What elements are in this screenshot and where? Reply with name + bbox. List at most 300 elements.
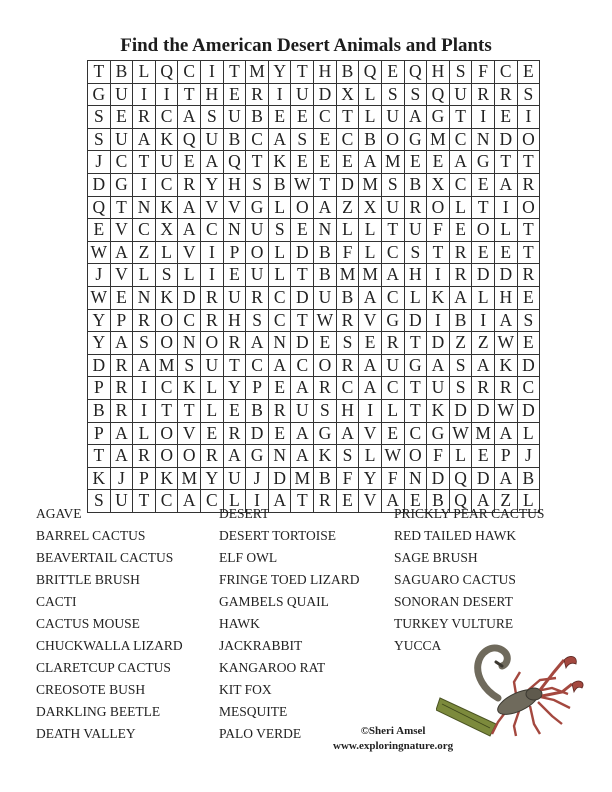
scorpion-illustration (436, 636, 586, 741)
word-column-3 (394, 503, 544, 657)
grid-cell: N (404, 467, 427, 490)
word-list-item: CHUCKWALLA LIZARD (36, 638, 183, 653)
grid-cell: L (494, 219, 517, 242)
grid-cell: C (517, 377, 540, 400)
grid-cell: E (314, 151, 337, 174)
grid-cell: D (517, 399, 540, 422)
grid-cell: R (494, 377, 517, 400)
grid-cell: T (223, 61, 246, 84)
grid-cell: L (223, 490, 246, 513)
grid-cell: O (517, 196, 540, 219)
grid-cell: Q (427, 83, 450, 106)
grid-row (88, 241, 540, 264)
grid-cell: H (494, 286, 517, 309)
word-list-item: DEATH VALLEY (36, 726, 136, 741)
grid-cell: G (88, 83, 111, 106)
grid-cell: M (427, 128, 450, 151)
grid-cell: V (359, 422, 382, 445)
grid-cell: C (291, 354, 314, 377)
grid-cell: I (133, 173, 156, 196)
grid-cell: D (472, 264, 495, 287)
grid-cell: H (314, 61, 337, 84)
grid-cell: S (381, 173, 404, 196)
grid-cell: E (314, 128, 337, 151)
grid-cell: K (155, 196, 178, 219)
grid-cell: V (359, 490, 382, 513)
grid-row (88, 219, 540, 242)
grid-cell: J (517, 445, 540, 468)
grid-cell: B (88, 399, 111, 422)
grid-cell: A (268, 128, 291, 151)
grid-cell: M (336, 264, 359, 287)
grid-cell: L (155, 241, 178, 264)
author-credit: ©Sheri Amsel (360, 725, 426, 737)
grid-cell: R (201, 286, 224, 309)
grid-cell: S (88, 106, 111, 129)
grid-cell: D (472, 399, 495, 422)
grid-cell: W (381, 445, 404, 468)
grid-cell: O (404, 445, 427, 468)
grid-cell: L (517, 490, 540, 513)
grid-cell: C (155, 173, 178, 196)
grid-cell: W (314, 309, 337, 332)
grid-cell: C (246, 354, 269, 377)
grid-cell: I (201, 264, 224, 287)
word-list-item: KIT FOX (219, 682, 272, 697)
grid-cell: A (494, 467, 517, 490)
grid-cell: B (336, 286, 359, 309)
grid-cell: A (494, 173, 517, 196)
grid-cell: E (201, 422, 224, 445)
grid-cell: R (472, 377, 495, 400)
grid-cell: Q (449, 467, 472, 490)
grid-cell: A (359, 151, 382, 174)
grid-cell: S (517, 83, 540, 106)
grid-cell: A (178, 106, 201, 129)
grid-cell: O (246, 241, 269, 264)
grid-cell: Y (268, 61, 291, 84)
grid-cell: E (494, 106, 517, 129)
grid-cell: X (427, 173, 450, 196)
grid-row (88, 309, 540, 332)
grid-cell: A (110, 241, 133, 264)
word-list-item: SAGUARO CACTUS (394, 572, 516, 587)
grid-cell: V (359, 309, 382, 332)
grid-cell: E (517, 61, 540, 84)
grid-cell: T (155, 399, 178, 422)
grid-cell: E (268, 377, 291, 400)
grid-cell: R (336, 309, 359, 332)
grid-cell: B (449, 309, 472, 332)
grid-cell: T (246, 151, 269, 174)
scorpion-tail (478, 648, 508, 698)
grid-cell: S (517, 309, 540, 332)
grid-cell: D (178, 286, 201, 309)
grid-cell: R (449, 264, 472, 287)
grid-cell: A (336, 422, 359, 445)
word-search-grid (87, 60, 540, 513)
grid-cell: S (291, 128, 314, 151)
grid-cell: C (155, 377, 178, 400)
grid-cell: D (88, 173, 111, 196)
grid-cell: I (472, 106, 495, 129)
word-list-item: FRINGE TOED LIZARD (219, 572, 360, 587)
grid-cell: R (404, 196, 427, 219)
grid-cell: Q (359, 61, 382, 84)
grid-cell: T (381, 219, 404, 242)
grid-cell: V (110, 264, 133, 287)
grid-cell: D (314, 83, 337, 106)
grid-cell: S (381, 83, 404, 106)
credit (333, 724, 453, 754)
grid-cell: C (268, 309, 291, 332)
grid-cell: C (336, 128, 359, 151)
grid-cell: Y (359, 467, 382, 490)
grid-cell: E (223, 264, 246, 287)
grid-cell: N (133, 196, 156, 219)
grid-cell: E (110, 286, 133, 309)
grid-cell: W (449, 422, 472, 445)
grid-cell: L (359, 106, 382, 129)
word-list-item: DESERT TORTOISE (219, 528, 337, 543)
grid-cell: D (291, 286, 314, 309)
grid-cell: U (110, 128, 133, 151)
grid-cell: B (314, 467, 337, 490)
grid-cell: M (155, 354, 178, 377)
grid-cell: D (291, 332, 314, 355)
grid-cell: C (381, 286, 404, 309)
grid-cell: O (472, 219, 495, 242)
grid-cell: S (201, 106, 224, 129)
grid-cell: Y (201, 173, 224, 196)
grid-cell: A (110, 332, 133, 355)
grid-cell: M (178, 467, 201, 490)
grid-cell: P (133, 467, 156, 490)
grid-cell: L (201, 399, 224, 422)
grid-cell: Q (404, 61, 427, 84)
grid-cell: B (404, 173, 427, 196)
scorpion-claw (540, 660, 564, 690)
word-list-item: BRITTLE BRUSH (36, 572, 140, 587)
grid-row (88, 422, 540, 445)
grid-cell: R (449, 241, 472, 264)
grid-cell: U (246, 264, 269, 287)
grid-cell: E (381, 422, 404, 445)
grid-cell: U (246, 219, 269, 242)
grid-cell: E (472, 173, 495, 196)
grid-cell: L (133, 61, 156, 84)
grid-row (88, 196, 540, 219)
grid-cell: R (314, 490, 337, 513)
grid-cell: O (314, 354, 337, 377)
grid-cell: F (336, 467, 359, 490)
grid-cell: C (336, 377, 359, 400)
grid-cell: D (494, 128, 517, 151)
grid-cell: T (517, 219, 540, 242)
grid-cell: B (223, 128, 246, 151)
grid-cell: M (359, 173, 382, 196)
grid-cell: H (223, 309, 246, 332)
grid-cell: A (268, 354, 291, 377)
grid-row (88, 61, 540, 84)
grid-cell: A (110, 422, 133, 445)
grid-cell: J (246, 467, 269, 490)
grid-cell: R (110, 354, 133, 377)
word-list-item: CACTI (36, 594, 77, 609)
grid-cell: S (449, 354, 472, 377)
grid-cell: L (359, 241, 382, 264)
grid-cell: X (359, 196, 382, 219)
grid-cell: R (268, 399, 291, 422)
grid-cell: U (110, 83, 133, 106)
grid-cell: R (381, 332, 404, 355)
grid-cell: C (155, 490, 178, 513)
grid-cell: E (88, 219, 111, 242)
grid-cell: E (336, 490, 359, 513)
grid-cell: D (268, 467, 291, 490)
word-list-item: AGAVE (36, 506, 82, 521)
grid-cell: R (201, 445, 224, 468)
grid-cell: G (427, 106, 450, 129)
grid-cell: G (427, 422, 450, 445)
grid-cell: R (223, 422, 246, 445)
grid-cell: I (359, 399, 382, 422)
grid-cell: K (268, 151, 291, 174)
grid-cell: W (291, 173, 314, 196)
word-list-item: RED TAILED HAWK (394, 528, 517, 543)
grid-cell: V (178, 422, 201, 445)
grid-cell: E (472, 241, 495, 264)
grid-cell: K (178, 377, 201, 400)
grid-cell: U (201, 128, 224, 151)
word-list-item: ELF OWL (219, 550, 278, 565)
grid-cell: G (110, 173, 133, 196)
grid-cell: N (133, 286, 156, 309)
word-list-item: CACTUS MOUSE (36, 616, 140, 631)
grid-cell: B (314, 264, 337, 287)
grid-cell: B (314, 241, 337, 264)
grid-cell: R (178, 173, 201, 196)
grid-cell: R (110, 377, 133, 400)
grid-cell: A (223, 445, 246, 468)
grid-cell: T (88, 445, 111, 468)
grid-cell: T (133, 490, 156, 513)
grid-cell: O (381, 128, 404, 151)
grid-cell: U (291, 399, 314, 422)
grid-cell: N (472, 128, 495, 151)
grid-cell: U (381, 196, 404, 219)
grid-cell: Y (201, 467, 224, 490)
grid-cell: E (359, 332, 382, 355)
grid-cell: S (178, 354, 201, 377)
grid-row (88, 128, 540, 151)
grid-cell: S (133, 332, 156, 355)
grid-cell: T (291, 264, 314, 287)
grid-cell: C (494, 61, 517, 84)
grid-row (88, 445, 540, 468)
grid-cell: K (155, 467, 178, 490)
grid-cell: A (359, 286, 382, 309)
grid-cell: E (517, 332, 540, 355)
grid-cell: L (133, 264, 156, 287)
grid-cell: V (223, 196, 246, 219)
grid-cell: T (223, 354, 246, 377)
grid-cell: W (88, 241, 111, 264)
grid-cell: U (381, 354, 404, 377)
grid-cell: G (246, 445, 269, 468)
word-list-item: BARREL CACTUS (36, 528, 146, 543)
grid-cell: Z (472, 332, 495, 355)
grid-cell: I (268, 83, 291, 106)
grid-cell: M (291, 467, 314, 490)
grid-cell: E (110, 106, 133, 129)
grid-cell: T (449, 106, 472, 129)
grid-cell: T (291, 490, 314, 513)
grid-cell: N (178, 332, 201, 355)
grid-row (88, 151, 540, 174)
word-list-item: PRICKLY PEAR CACTUS (394, 506, 545, 521)
word-list-item: KANGAROO RAT (219, 660, 326, 675)
grid-cell: F (381, 467, 404, 490)
grid-cell: A (381, 264, 404, 287)
grid-cell: C (314, 106, 337, 129)
grid-cell: B (246, 106, 269, 129)
grid-cell: E (336, 151, 359, 174)
grid-cell: C (381, 241, 404, 264)
grid-cell: D (404, 309, 427, 332)
grid-cell: E (404, 490, 427, 513)
grid-row (88, 377, 540, 400)
grid-cell: Z (133, 241, 156, 264)
grid-cell: I (133, 377, 156, 400)
grid-cell: T (291, 61, 314, 84)
grid-cell: Z (336, 196, 359, 219)
grid-cell: O (155, 422, 178, 445)
grid-cell: R (517, 264, 540, 287)
grid-cell: A (472, 490, 495, 513)
grid-cell: C (449, 128, 472, 151)
grid-cell: E (223, 83, 246, 106)
grid-cell: I (201, 241, 224, 264)
grid-cell: L (404, 286, 427, 309)
grid-row (88, 467, 540, 490)
grid-cell: Q (223, 151, 246, 174)
grid-cell: R (110, 399, 133, 422)
grid-row (88, 332, 540, 355)
word-list-item: JACKRABBIT (219, 638, 303, 653)
grid-cell: C (178, 61, 201, 84)
grid-cell: R (494, 83, 517, 106)
grid-cell: U (404, 219, 427, 242)
grid-cell: L (359, 445, 382, 468)
grid-cell: R (246, 286, 269, 309)
grid-cell: R (336, 354, 359, 377)
grid-cell: E (291, 106, 314, 129)
grid-cell: A (404, 106, 427, 129)
grid-cell: A (494, 309, 517, 332)
grid-cell: H (404, 264, 427, 287)
grid-cell: X (336, 83, 359, 106)
grid-cell: U (314, 286, 337, 309)
grid-cell: P (494, 445, 517, 468)
grid-cell: B (359, 128, 382, 151)
grid-cell: S (449, 61, 472, 84)
grid-cell: A (314, 196, 337, 219)
grid-cell: A (494, 422, 517, 445)
grid-cell: D (494, 264, 517, 287)
grid-cell: K (427, 399, 450, 422)
grid-cell: C (246, 128, 269, 151)
grid-cell: A (178, 219, 201, 242)
grid-cell: I (427, 309, 450, 332)
grid-cell: E (314, 332, 337, 355)
word-list-item: SONORAN DESERT (394, 594, 513, 609)
grid-cell: U (201, 354, 224, 377)
grid-cell: O (155, 309, 178, 332)
grid-row (88, 399, 540, 422)
grid-cell: T (517, 241, 540, 264)
grid-cell: L (381, 399, 404, 422)
grid-cell: T (494, 151, 517, 174)
grid-cell: S (404, 83, 427, 106)
grid-cell: I (517, 106, 540, 129)
grid-cell: V (110, 219, 133, 242)
grid-cell: R (314, 377, 337, 400)
grid-cell: E (404, 151, 427, 174)
grid-cell: U (223, 286, 246, 309)
grid-cell: S (155, 264, 178, 287)
grid-cell: D (427, 467, 450, 490)
grid-cell: U (427, 377, 450, 400)
grid-cell: I (494, 196, 517, 219)
word-list-item: YUCCA (394, 638, 442, 653)
grid-cell: L (517, 422, 540, 445)
word-list-item: CREOSOTE BUSH (36, 682, 146, 697)
grid-cell: U (223, 106, 246, 129)
grid-cell: U (449, 83, 472, 106)
grid-cell: J (88, 151, 111, 174)
word-list-item: SAGE BRUSH (394, 550, 478, 565)
grid-cell: A (449, 151, 472, 174)
grid-cell: C (381, 377, 404, 400)
grid-cell: P (88, 422, 111, 445)
grid-cell: A (268, 490, 291, 513)
grid-cell: Z (449, 332, 472, 355)
grid-cell: R (133, 106, 156, 129)
grid-cell: T (427, 241, 450, 264)
website-credit: www.exploringnature.org (333, 740, 454, 752)
grid-cell: G (404, 128, 427, 151)
grid-cell: A (449, 286, 472, 309)
grid-cell: G (246, 196, 269, 219)
grid-cell: A (472, 354, 495, 377)
grid-cell: A (178, 196, 201, 219)
grid-cell: E (449, 219, 472, 242)
grid-cell: S (246, 309, 269, 332)
grid-cell: F (427, 445, 450, 468)
grid-cell: R (133, 309, 156, 332)
grid-cell: A (133, 354, 156, 377)
grid-cell: L (359, 83, 382, 106)
grid-cell: I (155, 83, 178, 106)
grid-cell: O (178, 445, 201, 468)
grid-cell: L (449, 196, 472, 219)
grid-cell: C (201, 490, 224, 513)
grid-cell: D (246, 422, 269, 445)
grid-cell: O (155, 332, 178, 355)
grid-cell: A (359, 354, 382, 377)
grid-cell: Q (155, 61, 178, 84)
